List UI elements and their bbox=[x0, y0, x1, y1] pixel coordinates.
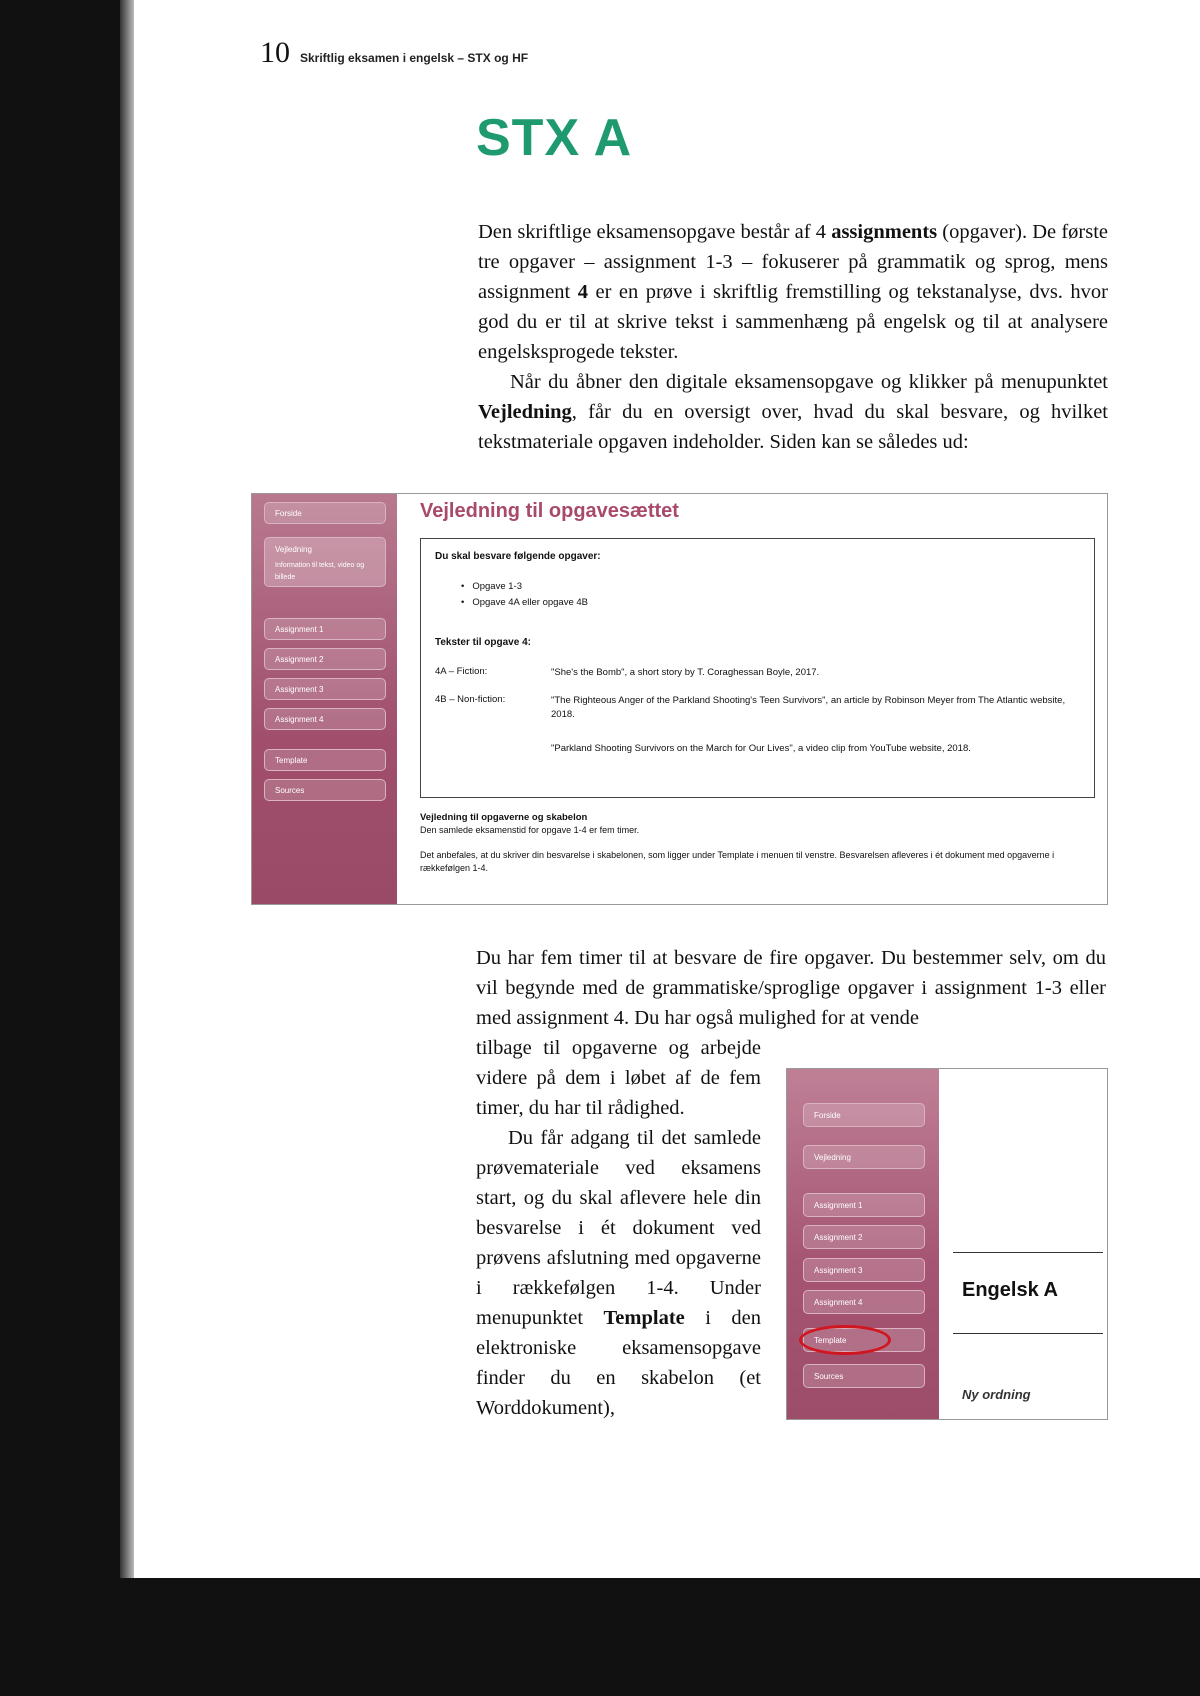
paragraph-5-text-b: i den elektroniske eksamensopgave finder du en skabelon (et Worddokument), bbox=[476, 1307, 761, 1419]
menu2-item-assignment-3: Assignment 3 bbox=[803, 1258, 925, 1282]
text-row-code: 4A – Fiction: bbox=[435, 666, 488, 677]
menu-item-assignment-3: Assignment 3 bbox=[264, 678, 386, 700]
menu-item-assignment-1: Assignment 1 bbox=[264, 618, 386, 640]
text-row-code: 4B – Non-fiction: bbox=[435, 694, 506, 705]
menu-item-forside: Forside bbox=[264, 502, 386, 524]
menu-item-vejledning-active bbox=[264, 537, 386, 587]
menu2-item-assignment-4: Assignment 4 bbox=[803, 1290, 925, 1314]
opgave-overview-box bbox=[420, 538, 1095, 798]
screenshot-2-sidebar bbox=[787, 1069, 939, 1419]
text-row-title: "Parkland Shooting Survivors on the March for Our Lives", a video clip from YouTube website, 2018. bbox=[551, 743, 971, 754]
screenshot-sidebar bbox=[252, 494, 397, 904]
page-number: 10 bbox=[260, 36, 290, 69]
paragraph-1-bold-assignments: assignments bbox=[831, 221, 938, 243]
menu-item-assignment-2: Assignment 2 bbox=[264, 648, 386, 670]
exam-subtitle: Ny ordning bbox=[962, 1387, 1031, 1402]
menu-item-vejledning-desc: Information til tekst, video og billede bbox=[275, 562, 365, 581]
vejledning-screenshot bbox=[251, 493, 1108, 905]
exam-title: Engelsk A bbox=[962, 1279, 1058, 1301]
paragraph-5-text-a: Du får adgang til det samlede prøvemateriale ved eksamens start, og du skal aflevere hele din besvarelse i ét dokument ved prøvens afslutning med opgaverne i rækkefølgen 1-4. Under menupunktet bbox=[476, 1127, 761, 1329]
title-rule-top bbox=[953, 1252, 1103, 1253]
opgave-bullet-1: • Opgave 1-3 bbox=[461, 581, 522, 592]
text-row-title: "She's the Bomb", a short story by T. Coraghessan Boyle, 2017. bbox=[551, 667, 820, 678]
menu2-item-assignment-2: Assignment 2 bbox=[803, 1225, 925, 1249]
paragraph-3: Du har fem timer til at besvare de fire opgaver. Du bestemmer selv, om du vil begynde med de grammatiske/sproglige opgaver i assignment 1-3 eller med assignment 4. Du har også mulighed for at vende bbox=[476, 947, 1106, 1029]
paragraph-4: tilbage til opgaverne og arbejde videre på dem i løbet af de fem timer, du har til rådighed. bbox=[476, 1037, 761, 1119]
paragraph-1-text-b: (opgaver). De første tre opgaver – assignment 1-3 – fokuserer på grammatik og sprog, mens assignment bbox=[478, 221, 1109, 303]
menu-item-sources: Sources bbox=[264, 779, 386, 801]
paragraph-1-text-c: er en prøve i skriftlig fremstilling og tekstanalyse, dvs. hvor god du er til at skrive tekst i sammenhæng på engelsk og til at analysere engelsksprogede tekster. bbox=[478, 281, 1108, 363]
paragraph-2 bbox=[478, 367, 1108, 457]
template-highlight-circle bbox=[799, 1325, 891, 1355]
running-head: Skriftlig eksamen i engelsk – STX og HF bbox=[300, 51, 529, 65]
menu-item-template: Template bbox=[264, 749, 386, 771]
screenshot-heading: Vejledning til opgavesættet bbox=[420, 500, 679, 522]
menu-item-vejledning-label: Vejledning bbox=[275, 545, 312, 554]
text-row-title: "The Righteous Anger of the Parkland Shooting's Teen Survivors", an article by Robinson Meyer from The Atlantic website, 2018. bbox=[551, 695, 1066, 720]
scan-border-bottom bbox=[0, 1578, 1200, 1696]
opgave-intro: Du skal besvare følgende opgaver: bbox=[435, 551, 601, 562]
menu2-item-forside: Forside bbox=[803, 1103, 925, 1127]
footer-title: Vejledning til opgaverne og skabelon bbox=[420, 812, 588, 823]
menu-item-assignment-4: Assignment 4 bbox=[264, 708, 386, 730]
title-rule-bottom bbox=[953, 1333, 1103, 1334]
opgave-bullet-2: • Opgave 4A eller opgave 4B bbox=[461, 597, 588, 608]
paragraph-1 bbox=[478, 217, 1108, 367]
texts-label: Tekster til opgave 4: bbox=[435, 637, 531, 648]
scan-border-left bbox=[0, 0, 130, 1696]
paragraph-1-text-a: Den skriftlige eksamensopgave består af 4 bbox=[478, 221, 832, 243]
menu2-item-assignment-1: Assignment 1 bbox=[803, 1193, 925, 1217]
forside-screenshot bbox=[786, 1068, 1108, 1420]
scan-border-shadow bbox=[120, 0, 134, 1696]
page-title: STX A bbox=[476, 109, 633, 167]
paragraph-2-text-b: , får du en oversigt over, hvad du skal besvare, og hvilket tekstmateriale opgaven indeholder. Siden kan se således ud: bbox=[478, 401, 1108, 453]
paragraph-5 bbox=[476, 1123, 761, 1423]
paragraph-5-bold-template: Template bbox=[603, 1307, 685, 1329]
footer-line-2: Det anbefales, at du skriver din besvarelse i skabelonen, som ligger under Template i menuen til venstre. Besvarelsen afleveres i ét dokument med opgaverne i rækkefølgen 1-4. bbox=[420, 850, 1055, 873]
paragraph-1-bold-4: 4 bbox=[577, 281, 588, 303]
footer-line-1: Den samlede eksamenstid for opgave 1-4 er fem timer. bbox=[420, 825, 640, 835]
menu2-item-template: Template bbox=[803, 1328, 925, 1352]
menu2-item-vejledning: Vejledning bbox=[803, 1145, 925, 1169]
paragraph-2-text-a: Når du åbner den digitale eksamensopgave og klikker på menupunktet bbox=[510, 371, 1108, 393]
paragraph-2-bold-vejledning: Vejledning bbox=[478, 401, 572, 423]
page-header bbox=[260, 36, 528, 70]
menu2-item-sources: Sources bbox=[803, 1364, 925, 1388]
